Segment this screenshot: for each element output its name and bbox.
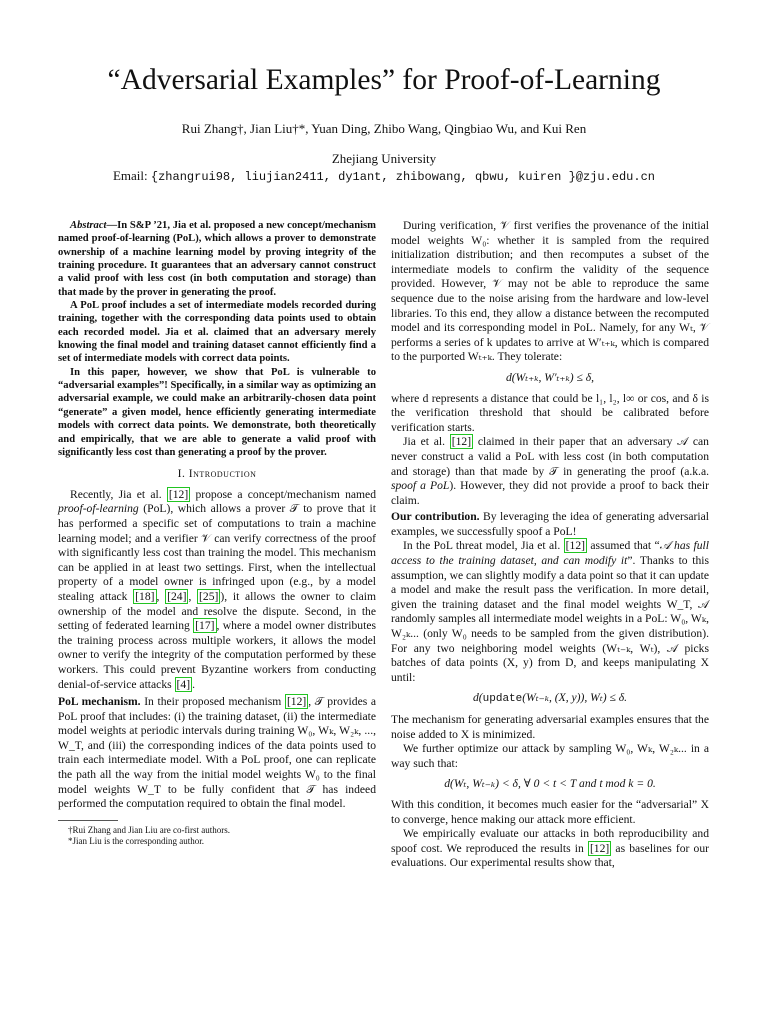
right-text: claimed in their paper that an adversary 𝒜 can never construct a valid a PoL with less cost (in both computation and storage) than that made by 𝒯 in generating the proof (a.k.a. bbox=[391, 435, 709, 478]
intro-text: , where a model owner distributes the training process across multiple workers, it allows the model owner to verify the integrity of the computation performed by these workers. This could prevent Byzantine workers from conducting denial-of-service attacks bbox=[58, 619, 376, 691]
right-paragraph-5 bbox=[391, 539, 709, 685]
equation-text: d(Wₜ₊ₖ, W′ₜ₊ₖ) ≤ δ, bbox=[505, 370, 595, 384]
equation-text: (Wₜ₋ₖ, (X, y)), Wₜ) ≤ δ. bbox=[522, 691, 628, 705]
citation-link[interactable]: [4] bbox=[176, 677, 191, 691]
introduction-body bbox=[58, 488, 376, 812]
equation-1 bbox=[391, 371, 709, 386]
right-text: In the PoL threat model, Jia et al. bbox=[403, 539, 561, 553]
abstract-text-1: —In S&P ’21, Jia et al. proposed a new concept/mechanism named proof-of-learning (PoL), which allows a prover to demonstrate ownership of a machine learning model by proving integrity of the training procedure. It guarantees that an adversary cannot construct a valid proof with less cost (in both computation and storage) than that made by the prover in generating the proof. bbox=[58, 220, 376, 298]
right-quote: 𝒜 has full access to the training dataset, and can modify it bbox=[391, 539, 709, 568]
right-text: as baselines for our evaluations. Our experimental results show that, bbox=[391, 841, 709, 870]
intro-paragraph-1: Recently, Jia et al. [12] propose a concept/mechanism named proof-of-learning (PoL), which allows a prover 𝒯 to prove that it has performed a specific set of computations to train a machine learning model; and a verifier 𝒱 can verify correctness of the proof with significantly less cost than training the model. This mechanism can be applied in at least two settings. First, when the intellectual property of a model owner is infringed upon (e.g., by a model stealing attack [18] , [24] , [25] ), it allows the owner to claim ownership of the model and resolve the dispute. Second, in the setting of federated learning [17] , where a model owner distributes the training process across multiple workers, it allows the model owner to verify the integrity of the computation performed by these workers. This could prevent Byzantine workers from conducting denial-of-service attacks [4] . bbox=[58, 487, 376, 691]
right-column bbox=[391, 219, 709, 871]
citation-link[interactable]: [12] bbox=[286, 695, 307, 709]
equation-text: d( bbox=[472, 691, 483, 705]
paper-title: “Adversarial Examples” for Proof-of-Learning bbox=[107, 64, 661, 96]
left-column bbox=[58, 219, 376, 847]
right-paragraph-3 bbox=[391, 435, 709, 508]
right-text: ). However, they did not provide a proof to back their claim. bbox=[391, 479, 709, 507]
right-paragraph-2: where d represents a distance that could be l₁, l₂, l∞ or cos, and δ is the verification threshold that should be calibrated before verification starts. bbox=[391, 391, 709, 434]
citation-link[interactable]: [25] bbox=[199, 589, 219, 603]
citation-link[interactable]: [24] bbox=[167, 589, 187, 603]
citation-link[interactable]: [12] bbox=[451, 435, 472, 449]
right-paragraph-6: The mechanism for generating adversarial examples ensures that the noise added to X is minimized. bbox=[391, 713, 709, 741]
equation-3 bbox=[391, 777, 709, 792]
citation-link[interactable]: [17] bbox=[195, 619, 215, 633]
intro-text: , 𝒯 provides a PoL proof that includes: (i) the training dataset, (ii) the intermediate model weights at periodic intervals during training W₀, Wₖ, W₂ₖ, ..., W_T, and (iii) the corresponding indices of the data points used to train each intermediate model. With a PoL proof, one can replicate the path all the way from the initial model weights W₀ to the final model weights W_T to be fully confident that 𝒯 has indeed performed the computation required to obtain the final model. bbox=[58, 695, 377, 811]
citation-link[interactable]: [12] bbox=[565, 539, 585, 553]
email-label: Email: bbox=[112, 168, 148, 183]
abstract-paragraph-3: In this paper, however, we show that PoL is vulnerable to “adversarial examples”! Specifically, in a similar way as optimizing an adversarial example, we could make an arbitrarily-chosen data point “generate” a given model, hence efficiently generating intermediate models with correct data points. We demonstrate, both theoretically and empirically, that we are able to generate a valid proof with significantly less cost than generating a proof by the prover. bbox=[58, 366, 376, 458]
author-list: Rui Zhang†, Jian Liu†*, Yuan Ding, Zhibo Wang, Qingbiao Wu, and Kui Ren bbox=[181, 121, 587, 136]
citation-link[interactable]: [12] bbox=[168, 487, 189, 501]
intro-text: . bbox=[192, 677, 195, 691]
citation-link[interactable]: [12] bbox=[589, 841, 610, 855]
footnote-2: *Jian Liu is the corresponding author. bbox=[68, 835, 204, 846]
intro-text: Recently, Jia et al. bbox=[70, 487, 162, 501]
right-text: We empirically evaluate our attacks in both reproducibility and spoof cost. We reproduced the results in bbox=[391, 827, 709, 855]
intro-text: (PoL), which allows a prover 𝒯 to prove that it has performed a specific set of computations to train a machine learning model; and a verifier 𝒱 can verify correctness of the proof with significantly less cost than training the model. This mechanism can be applied in at least two settings. First, when the intellectual property of a model owner is infringed upon (e.g., by a model stealing attack bbox=[58, 502, 376, 603]
equation-2 bbox=[391, 691, 709, 707]
intro-text: In their proposed mechanism bbox=[144, 695, 282, 709]
abstract-paragraph-2: A PoL proof includes a set of intermediate models recorded during training, together with the corresponding data points used to obtain each recorded model. Jia et al. claimed that an adversary merely knowing the final model and training dataset cannot efficiently find a set of intermediate models with correct data points. bbox=[58, 300, 376, 365]
abstract-paragraph-1 bbox=[58, 219, 376, 299]
right-paragraph-8: With this condition, it becomes much easier for the “adversarial” X to converge, hence making our attack more efficient. bbox=[391, 797, 709, 826]
run-in-heading: Our contribution. bbox=[391, 510, 480, 524]
right-paragraph-4 bbox=[391, 510, 709, 539]
citation-link[interactable]: [18] bbox=[135, 589, 155, 603]
run-in-heading: PoL mechanism. bbox=[58, 695, 141, 709]
intro-text: ), it allows the owner to claim ownership of the model and resolve the dispute. Second, in the setting of federated learning bbox=[58, 589, 376, 633]
right-text: Jia et al. bbox=[403, 435, 446, 449]
affiliation: Zhejiang University bbox=[331, 151, 437, 166]
equation-function: update bbox=[482, 693, 523, 706]
abstract bbox=[58, 219, 376, 459]
right-term: spoof a PoL bbox=[391, 479, 450, 493]
section-number: I. bbox=[177, 467, 186, 481]
abstract-label: Abstract bbox=[70, 220, 107, 231]
right-text: By leveraging the idea of generating adversarial examples, we successfully spoof a PoL! bbox=[391, 510, 709, 538]
equation-text: d(Wₜ, Wₜ₋ₖ) < δ, ∀ 0 < t < T and t mod k = 0. bbox=[444, 777, 656, 791]
email-line bbox=[0, 168, 768, 185]
section-title: Introduction bbox=[188, 467, 257, 481]
right-paragraph-9 bbox=[391, 827, 709, 871]
right-paragraph-7: We further optimize our attack by sampling W₀, Wₖ, W₂ₖ... in a way such that: bbox=[391, 742, 709, 770]
intro-term: proof-of-learning bbox=[58, 502, 139, 516]
section-heading-introduction bbox=[58, 467, 376, 482]
right-text: ”. Thanks to this assumption, we can slightly modify a data point so that it can update a model and make the result pass the verification. In more detail, given the training dataset and the final model weights W_T, 𝒜 randomly samples all intermediate model weights in a PoL: W₀, Wₖ, W₂ₖ... (only W₀ needs to be sampled from the given distribution). For any two neighboring model weights (Wₜ₋ₖ, Wₜ), 𝒜 picks batches of data points (X, y) from D, and keeps manipulating X until: bbox=[391, 554, 709, 684]
intro-paragraph-2 bbox=[58, 695, 376, 812]
email-addresses: {zhangrui98, liujian2411, dy1ant, zhibowang, qbwu, kuiren }@zju.edu.cn bbox=[150, 170, 655, 184]
right-text: assumed that “ bbox=[590, 539, 660, 553]
footnote-rule bbox=[58, 820, 118, 821]
right-paragraph-1: During verification, 𝒱 first verifies the provenance of the initial model weights W₀: whether it is sampled from the required initialization distribution; and then recomputes a subset of the intermediate models to confirm the validity of the sequence provided. However, 𝒱 may not be able to reproduce the same sequence due to the noise arising from the hardware and low-level libraries. To this end, they allow a distance between the recomputed model and its corresponding model in PoL. Namely, for any Wₜ, 𝒱 performs a series of k updates to arrive at W′ₜ₊ₖ, which is compared to the purported Wₜ₊ₖ. They tolerate: bbox=[391, 219, 709, 364]
intro-text: propose a concept/mechanism named bbox=[195, 487, 376, 501]
footnote-1: †Rui Zhang and Jian Liu are co-first authors. bbox=[68, 824, 230, 835]
